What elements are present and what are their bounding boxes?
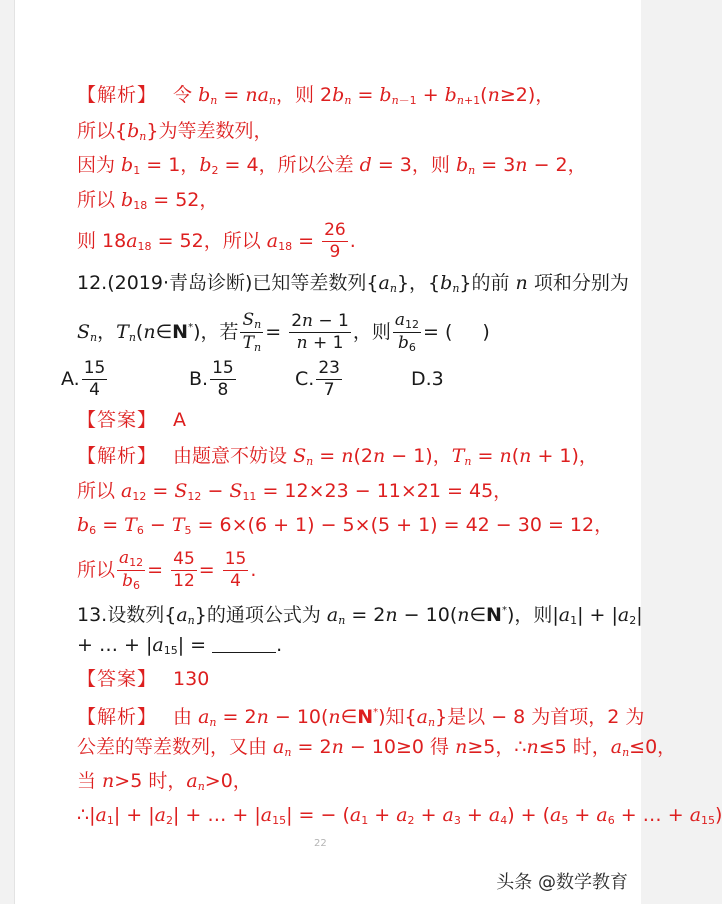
solution-line: 【解析】 由 $a_n = 2n$ − 10(n∈N*)知$\{a_n\}$是以 − 8 为首项，2 为	[77, 706, 645, 729]
solution-line: 【解析】 由题意不妨设 $S_n = n(2n - 1)$，$T_n = n(n + 1)$，	[77, 445, 598, 468]
answer-value: 130	[173, 668, 210, 690]
option-a: A. $\frac{15}{4}$	[61, 358, 106, 400]
solution-line: 当 n>5 时，$a_n>0$，	[77, 770, 252, 793]
solution-line: 因为 $b_1 = 1$，$b_2 = 4$，所以公差 d = 3，则 $b_n = 3n - 2$，	[77, 154, 587, 177]
answer-line	[77, 407, 186, 433]
document-page	[14, 0, 722, 904]
solution-line: 则 $18a_{18} = 52$，所以 $a_{18}$ = $\frac{26}{9}$ .	[77, 220, 356, 262]
answer-blank	[212, 634, 276, 653]
option-d: D.3	[411, 368, 444, 390]
solution-line: 【解析】 令 $b_n = na_n$，则 $2b_n = b_{n-1} + b_{n+1}(n\ge 2)$，	[77, 84, 555, 107]
page-number: 22	[314, 838, 327, 849]
problem-13: 13.设数列$\{a_n\}$的通项公式为 $a_n = 2n$ − 10(n∈N*)，则$|a_1| + |a_2|$	[77, 604, 643, 627]
solution-line: $\therefore|a_1| + |a_2|$ + … + $|a_{15}|$ = − $(a_1 + a_2 + a_3 + a_4) + (a_5 + a_6$ + … + $a_{15}$)	[77, 804, 722, 827]
option-c: C. $\frac{23}{7}$	[295, 358, 340, 400]
solution-line: 所以 $\frac{a_{12}}{b_6}$ = $\frac{45}{12}$ = $\frac{15}{4}$ .	[77, 548, 257, 592]
answer-value: A	[173, 409, 187, 431]
analysis-tag: 【解析】	[77, 706, 158, 728]
solution-line: 所以$\{b_n\}$为等差数列，	[77, 120, 273, 143]
analysis-tag: 【解析】	[77, 84, 158, 106]
solution-line: 公差的等差数列，又由 $a_n = 2n - 10\ge 0$ 得 n≥5，∴n≤5 时，$a_n\le 0$，	[77, 736, 677, 759]
problem-12: 12.(2019·青岛诊断)已知等差数列$\{a_n\}$，$\{b_n\}$的前 n 项和分别为	[77, 272, 629, 295]
analysis-tag: 【解析】	[77, 445, 158, 467]
watermark: 头条 @数学教育	[496, 872, 628, 893]
option-b: B. $\frac{15}{8}$	[189, 358, 234, 400]
solution-line: $b_6 = T_6 - T_5 = 6\times(6 + 1) - 5\times(5 + 1) = 42 - 30 = 12$，	[77, 514, 614, 537]
problem-12-cont: $S_n$，$T_n(n\in N^*)$，若 $\frac{S_n}{T_n}$ = $\frac{2n - 1}{n + 1}$ ，则 $\frac{a_{12}}{b_6}$ = ( )	[77, 310, 490, 354]
answer-tag: 【答案】	[77, 668, 158, 690]
solution-line: 所以 $b_{18} = 52$，	[77, 189, 219, 212]
answer-line	[77, 666, 209, 692]
solution-line: 所以 $a_{12} = S_{12} - S_{11} = 12\times 23 - 11\times 21 = 45$，	[77, 480, 513, 503]
answer-tag: 【答案】	[77, 409, 158, 431]
problem-13-cont: + … + $|a_{15}|$ = .	[77, 634, 283, 657]
